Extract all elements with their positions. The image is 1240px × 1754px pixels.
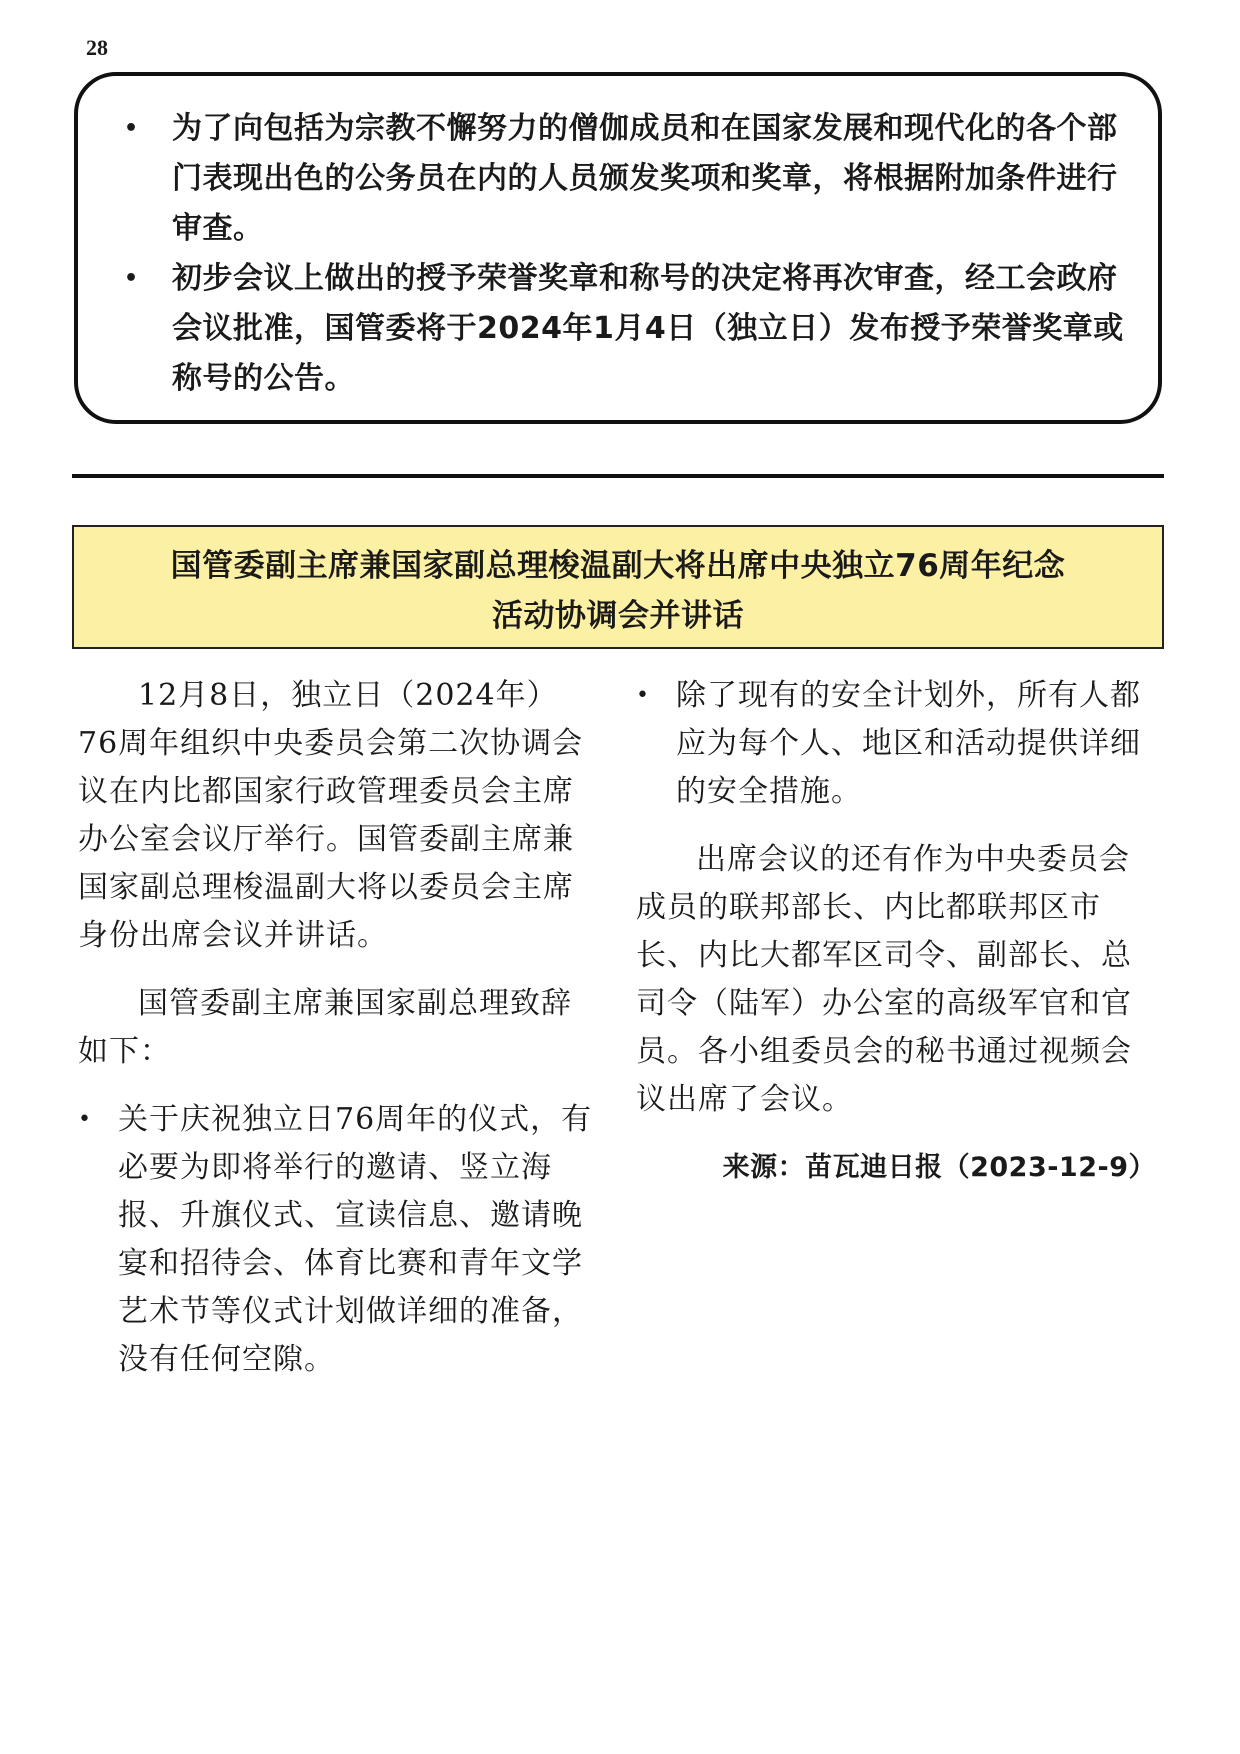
speech-point: [636, 672, 1156, 816]
article-left-column: [78, 672, 594, 1404]
summary-box: [74, 72, 1162, 424]
summary-item-text: 为了向包括为宗教不懈努力的僧伽成员和在国家发展和现代化的各个部门表现出色的公务员在内的人员颁发奖项和奖章，将根据附加条件进行审查。: [172, 111, 1118, 246]
summary-item-text: 初步会议上做出的授予荣誉奖章和称号的决定将再次审查，经工会政府会议批准，国管委将于2024年1月4日（独立日）发布授予荣誉奖章或称号的公告。: [172, 261, 1124, 396]
article-source: 来源：苗瓦迪日报（2023-12-9）: [722, 1152, 1156, 1183]
article-headline: [94, 541, 1142, 641]
page-number: 28: [86, 35, 108, 60]
speech-points-list: [78, 1096, 594, 1384]
speech-point-text: 除了现有的安全计划外，所有人都应为每个人、地区和活动提供详细的安全措施。: [676, 678, 1141, 809]
speech-point-text: 关于庆祝独立日76周年的仪式，有必要为即将举行的邀请、竖立海报、升旗仪式、宣读信息、邀请晚宴和招待会、体育比赛和青年文学艺术节等仪式计划做详细的准备，没有任何空隙。: [118, 1102, 593, 1377]
bullet-icon: •: [124, 116, 139, 141]
section-divider: [72, 474, 1164, 478]
speech-point: [78, 1096, 594, 1384]
article-paragraph-3: 出席会议的还有作为中央委员会成员的联邦部长、内比都联邦区市长、内比大都军区司令、副部长、总司令（陆军）办公室的高级军官和官员。各小组委员会的秘书通过视频会议出席了会议。: [636, 842, 1132, 1117]
speech-points-list-continued: [636, 672, 1156, 816]
article-paragraph-2: 国管委副主席兼国家副总理致辞如下：: [78, 986, 572, 1069]
headline-line-1: 国管委副主席兼国家副总理梭温副大将出席中央独立76周年纪念: [170, 548, 1066, 584]
article-headline-box: [72, 525, 1164, 649]
article-paragraph-1: 12月8日，独立日（2024年）76周年组织中央委员会第二次协调会议在内比都国家行政管理委员会主席办公室会议厅举行。国管委副主席兼国家副总理梭温副大将以委员会主席身份出席会议并讲话。: [78, 678, 584, 953]
headline-line-2: 活动协调会并讲话: [492, 598, 744, 634]
summary-list: [108, 104, 1138, 404]
summary-item: [108, 104, 1138, 254]
article-right-column: [636, 672, 1156, 1192]
bullet-icon: •: [636, 683, 650, 708]
summary-item: [108, 254, 1138, 404]
bullet-icon: •: [78, 1107, 92, 1132]
bullet-icon: •: [124, 266, 139, 291]
